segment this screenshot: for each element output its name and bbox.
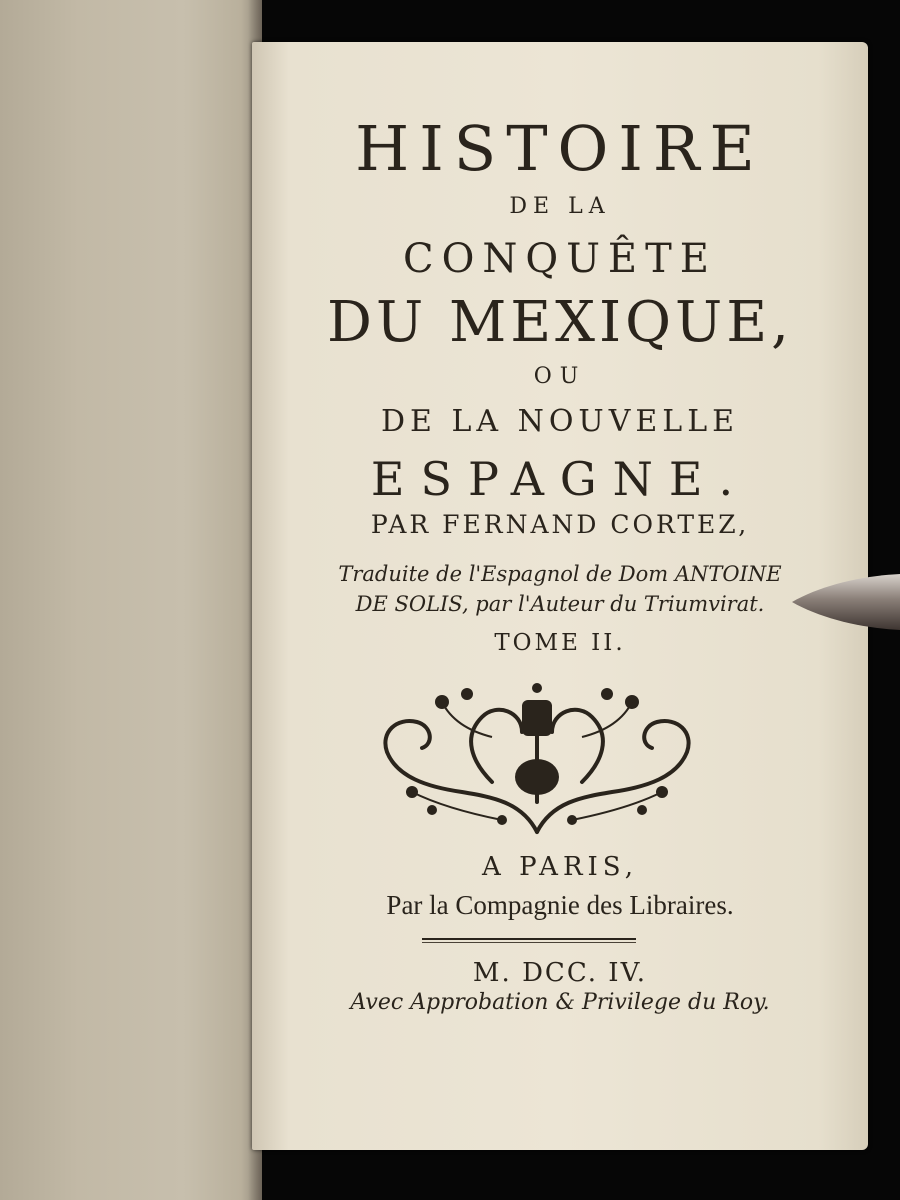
imprint-approbation: Avec Approbation & Privilege du Roy. bbox=[350, 990, 770, 1015]
facing-blank-leaf bbox=[0, 0, 262, 1200]
title-espagne: ESPAGNE. bbox=[370, 452, 750, 506]
floral-ornament-icon bbox=[372, 682, 702, 842]
imprint-city: A PARIS, bbox=[482, 852, 638, 882]
volume-label: TOME II. bbox=[494, 630, 626, 656]
title-ou: OU bbox=[533, 364, 587, 389]
title-page bbox=[252, 42, 868, 1150]
title-histoire: HISTOIRE bbox=[355, 112, 765, 185]
imprint-publisher: Par la Compagnie des Libraires. bbox=[386, 890, 734, 920]
author-line: PAR FERNAND CORTEZ, bbox=[370, 510, 750, 539]
title-du-mexique: DU MEXIQUE, bbox=[327, 290, 793, 355]
metal-pointer-icon bbox=[790, 572, 900, 632]
translator-line-2: DE SOLIS, par l'Auteur du Triumvirat. bbox=[355, 592, 765, 616]
imprint-rule-thin bbox=[422, 942, 636, 943]
translator-line-1: Traduite de l'Espagnol de Dom ANTOINE bbox=[338, 562, 782, 586]
title-de-la: DE LA bbox=[509, 194, 611, 219]
title-conquete: CONQUÊTE bbox=[403, 236, 717, 282]
imprint-date: M. DCC. IV. bbox=[472, 958, 648, 988]
imprint-rule bbox=[422, 938, 636, 940]
title-de-la-nouvelle: DE LA NOUVELLE bbox=[380, 404, 740, 439]
